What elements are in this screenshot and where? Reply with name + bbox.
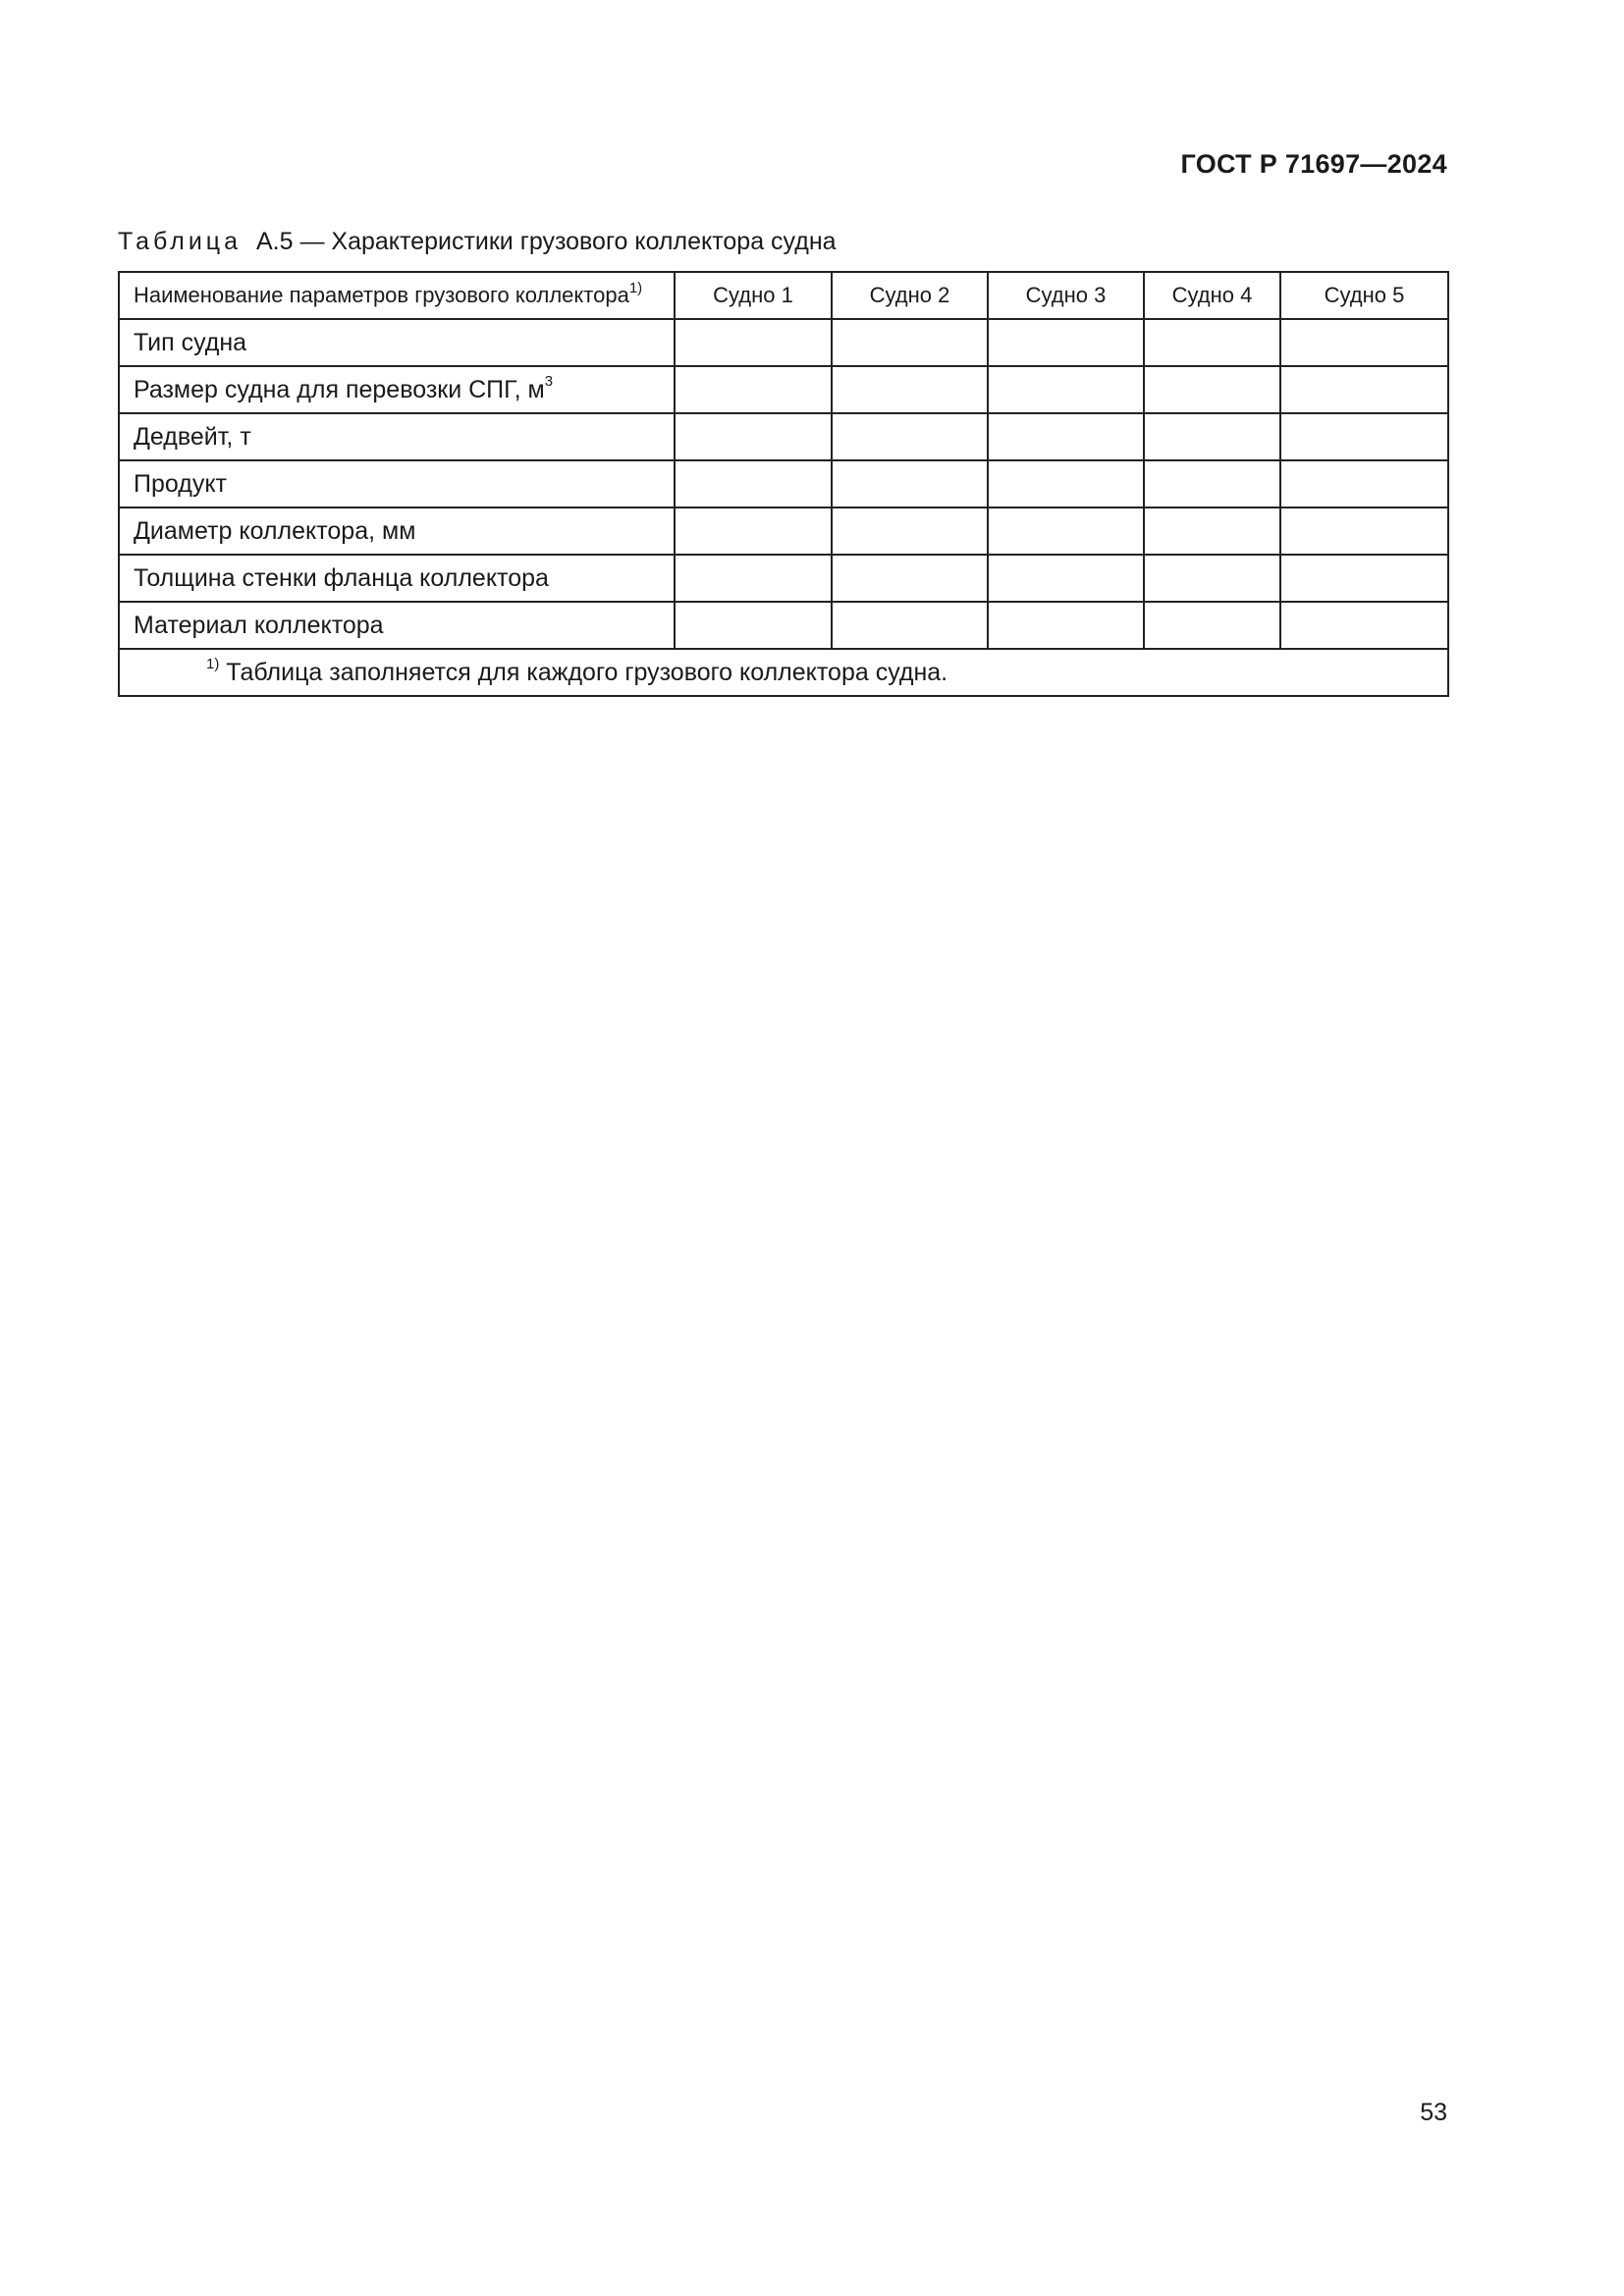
table-caption: [118, 228, 837, 256]
table-row: [119, 602, 1448, 649]
header-vessel-2: Судно 2: [832, 272, 988, 319]
table-cell: [988, 602, 1144, 649]
table-cell: [1144, 366, 1280, 413]
table-cell: [832, 460, 988, 507]
table-cell: [675, 319, 832, 366]
row-name: Продукт: [119, 460, 675, 507]
table-cell: [1280, 319, 1448, 366]
document-standard-number: ГОСТ Р 71697—2024: [1180, 149, 1447, 179]
table-cell: [988, 507, 1144, 555]
footnote-mark: 1): [206, 656, 220, 673]
row-name: Диаметр коллектора, мм: [119, 507, 675, 555]
table-cell: [1144, 413, 1280, 460]
table-cell: [988, 460, 1144, 507]
table-cell: [832, 366, 988, 413]
table-row: [119, 460, 1448, 507]
table-footnote-row: [119, 649, 1448, 696]
table-cell: [1144, 319, 1280, 366]
table-cell: [1280, 413, 1448, 460]
header-vessel-3: Судно 3: [988, 272, 1144, 319]
table-cell: [1144, 460, 1280, 507]
table-cell: [1280, 366, 1448, 413]
table-cell: [1144, 555, 1280, 602]
collector-parameters-table: [118, 271, 1449, 697]
table-caption-text: А.5 — Характеристики грузового коллектора судна: [255, 228, 837, 255]
table-cell: [988, 366, 1144, 413]
table-cell: [1280, 602, 1448, 649]
table-cell: [832, 413, 988, 460]
footnote-reference: 1): [628, 279, 643, 296]
table-cell: [675, 602, 832, 649]
row-name: Размер судна для перевозки СПГ, $м^3$: [119, 366, 675, 413]
table-cell: [675, 366, 832, 413]
table-cell: [988, 413, 1144, 460]
page-number: 53: [1420, 2099, 1447, 2126]
table-cell: [1144, 602, 1280, 649]
table-cell: [675, 555, 832, 602]
table-cell: [675, 507, 832, 555]
header-vessel-1: Судно 1: [675, 272, 832, 319]
table-cell: [988, 555, 1144, 602]
table-cell: [988, 319, 1144, 366]
table-cell: [832, 507, 988, 555]
table-cell: [1280, 555, 1448, 602]
table-row: [119, 413, 1448, 460]
table-cell: [675, 460, 832, 507]
footnote-text: Таблица заполняется для каждого грузового коллектора судна.: [226, 658, 948, 686]
table-row: [119, 319, 1448, 366]
table-cell: [1144, 507, 1280, 555]
table-row: [119, 555, 1448, 602]
row-name: Материал коллектора: [119, 602, 675, 649]
header-vessel-5: Судно 5: [1280, 272, 1448, 319]
table-cell: [675, 413, 832, 460]
table-cell: [1280, 460, 1448, 507]
header-parameter-name: Наименование параметров грузового коллектора$^{1)}$: [119, 272, 675, 319]
table-row: [119, 366, 1448, 413]
row-name: Тип судна: [119, 319, 675, 366]
table-footnote: [119, 649, 1448, 696]
header-vessel-4: Судно 4: [1144, 272, 1280, 319]
table-cell: [832, 555, 988, 602]
table-row: [119, 507, 1448, 555]
table-cell: [1280, 507, 1448, 555]
row-name: Толщина стенки фланца коллектора: [119, 555, 675, 602]
table-cell: [832, 602, 988, 649]
row-name: Дедвейт, т: [119, 413, 675, 460]
table-cell: [832, 319, 988, 366]
table-header-row: [119, 272, 1448, 319]
table-caption-label: Таблица: [118, 228, 243, 255]
